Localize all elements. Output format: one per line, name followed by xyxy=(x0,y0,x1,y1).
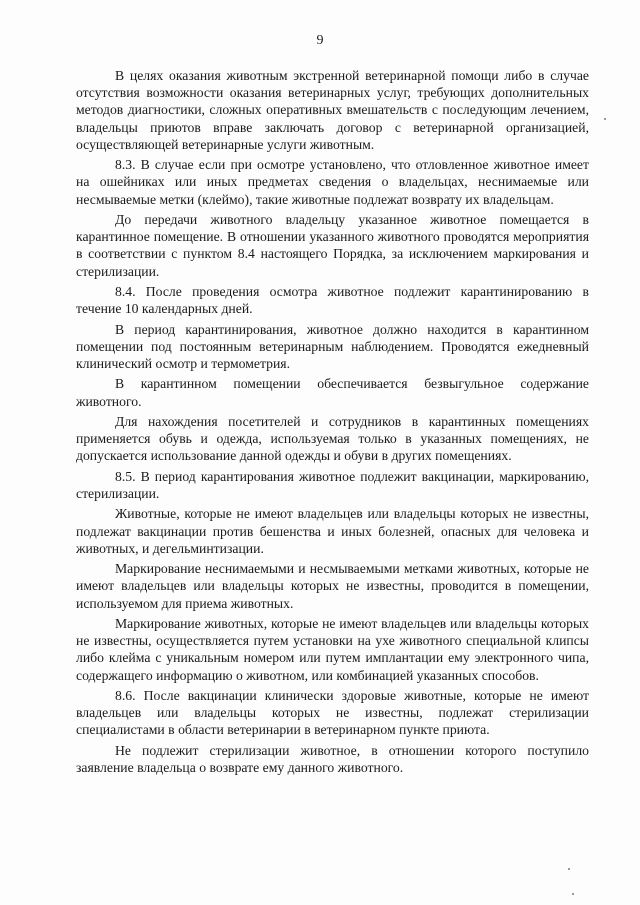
paragraph-sterilization-exception: Не подлежит стерилизации животное, в отношении которого поступило заявление владельца о возврате ему данного животного. xyxy=(76,742,589,775)
paragraph-quarantine-before-return: До передачи животного владельцу указанное животное помещается в карантинное помещение. В отношении указанного животного проводятся мероприятия в соответствии с пунктом 8.4 настоящего Порядка, за исключением маркирования и стерилизации. xyxy=(76,212,589,279)
scan-speck xyxy=(572,893,574,895)
paragraph-marking-room: Маркирование неснимаемыми и несмываемыми метками животных, которые не имеют владельцев или владельцы которых не известны, проводится в помещении, используемом для приема животных. xyxy=(76,561,589,611)
document-body xyxy=(76,67,589,779)
scan-speck xyxy=(604,118,606,120)
paragraph-marking-methods: Маркирование животных, которые не имеют владельцев или владельцы которых не известны, осуществляется путем установки на ухе животного специальной клипсы либо клейма с уникальным номером или путем имплантации ему электронного чипа, содержащего информацию о животном, или комбинацией указанных способов. xyxy=(76,615,589,683)
paragraph-quarantine-clothing: Для нахождения посетителей и сотрудников в карантинных помещениях применяется обувь и одежда, используемая только в указанных помещениях, не допускается использование данной одежды и обуви в других помещениях. xyxy=(76,413,589,464)
paragraph-quarantine-keeping: В карантинном помещении обеспечивается безвыгульное содержание животного. xyxy=(76,376,589,409)
paragraph-8-3: 8.3. В случае если при осмотре установлено, что отловленное животное имеет на ошейниках или иных предметах сведения о владельцах, неснимаемые или несмываемые метки (клеймо), такие животные подлежат возврату их владельцам. xyxy=(76,157,589,207)
paragraph-vaccination: Животные, которые не имеют владельцев или владельцы которых не известны, подлежат вакцинации против бешенства и иных болезней, опасных для человека и животных, и дегельминтизации. xyxy=(76,506,589,556)
paragraph-8-5: 8.5. В период карантирования животное подлежит вакцинации, маркированию, стерилизации. xyxy=(76,468,589,501)
paragraph-8-4: 8.4. После проведения осмотра животное подлежит карантинированию в течение 10 календарных дней. xyxy=(76,284,589,317)
paragraph-8-6: 8.6. После вакцинации клинически здоровые животные, которые не имеют владельцев или владельцы которых не известны, подлежат стерилизации специалистами в области ветеринарии в ветеринарном пункте приюта. xyxy=(76,687,589,738)
paragraph-quarantine-period: В период карантинирования, животное должно находится в карантинном помещении под постоянным ветеринарным наблюдением. Проводятся ежедневный клинический осмотр и термометрия. xyxy=(76,321,589,371)
page-number: 9 xyxy=(316,33,324,48)
paragraph-veterinary-contract: В целях оказания животным экстренной ветеринарной помощи либо в случае отсутствия возможности оказания ветеринарных услуг, требующих дополнительных методов диагностики, сложных оперативных вмешательств с последующим лечением, владельцы приютов вправе заключать договор с ветеринарной организацией, осуществляющей ветеринарные услуги животным. xyxy=(76,68,589,152)
scan-speck xyxy=(568,868,570,870)
